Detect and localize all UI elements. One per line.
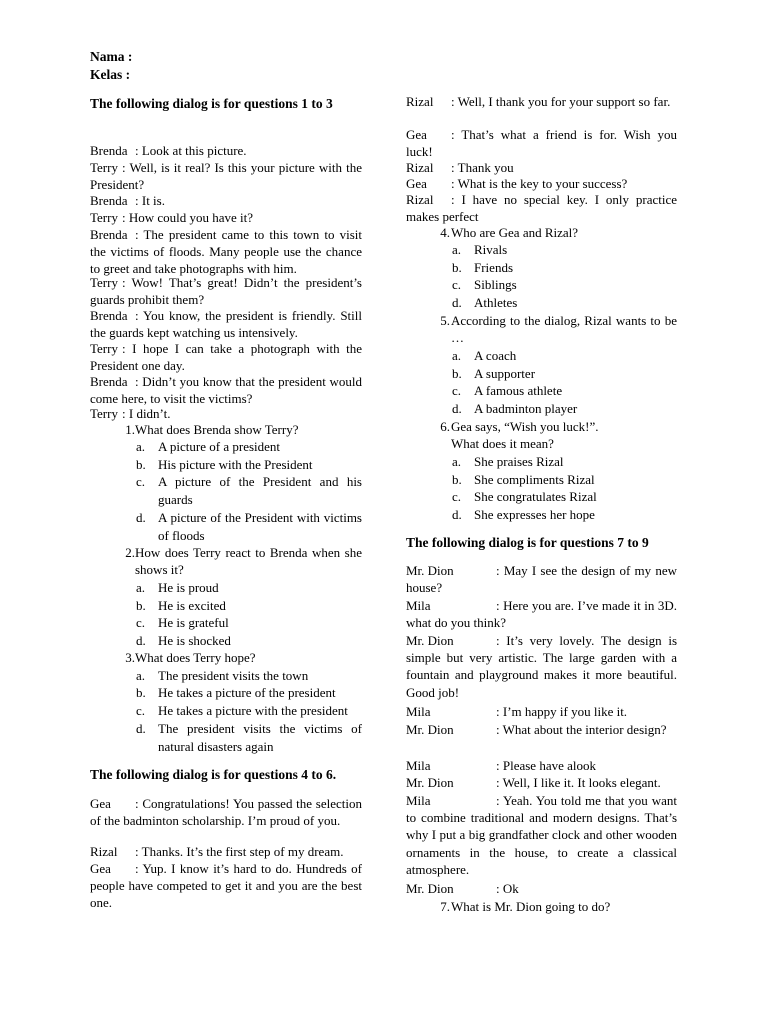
dialog-line: Rizal : Well, I thank you for your support so far. [406,94,671,109]
dialog-line: Mr. Dion : What about the interior design? [406,722,667,737]
dialog-line: Gea : Yup. I know it’s hard to do. Hundreds of people have competed to get it and you are the best one. [90,861,362,911]
dialog-line: Mr. Dion : May I see the design of my new house? [406,563,677,596]
section-title-q7-9: The following dialog is for questions 7 to 9 [406,535,649,550]
option-3a[interactable]: a. The president visits the town [136,668,309,683]
dialog-line: Terry : I didn’t. [90,406,171,421]
dialog-line: Brenda : Didn’t you know that the president would come here, to visit the victims? [90,374,362,407]
dialog-line: Terry : Wow! That’s great! Didn’t the president’s guards prohibit them? [90,275,362,308]
dialog-line: Brenda : You know, the president is friendly. Still the guards kept watching us intensively. [90,308,362,341]
option-4a[interactable]: a. Rivals [452,242,508,257]
option-2c[interactable]: c. He is grateful [136,615,229,630]
option-3b[interactable]: b. He takes a picture of the president [136,685,336,700]
dialog-line: Rizal : Thank you [406,160,514,175]
name-label: Nama : [90,49,133,64]
option-1a[interactable]: a. A picture of a president [136,439,281,454]
dialog-line: Terry : How could you have it? [90,210,254,225]
option-5a[interactable]: a. A coach [452,348,517,363]
option-6c[interactable]: c. She congratulates Rizal [452,489,597,504]
dialog-line: Mila : I’m happy if you like it. [406,704,628,719]
option-6d[interactable]: d. She expresses her hope [452,507,595,522]
dialog-line: Mila : Here you are. I’ve made it in 3D. what do you think? [406,598,677,631]
dialog-line: Gea : What is the key to your success? [406,176,628,191]
option-5d[interactable]: d. A badminton player [452,401,578,416]
dialog-line: Mr. Dion : Well, I like it. It looks elegant. [406,775,661,790]
dialog-line: Brenda : It is. [90,193,165,208]
option-2a[interactable]: a. He is proud [136,580,219,595]
dialog-line: Brenda : Look at this picture. [90,143,247,158]
dialog-line: Mr. Dion : It’s very lovely. The design is simple but very artistic. The large garden with a fountain and playground makes it more beautiful. Good job! [406,633,677,700]
option-4b[interactable]: b. Friends [452,260,513,275]
option-6b[interactable]: b. She compliments Rizal [452,472,595,487]
option-1c[interactable]: c. A picture of the President and his guards [136,474,362,507]
option-1b[interactable]: b. His picture with the President [136,457,313,472]
option-3d[interactable]: d. The president visits the victims of natural disasters again [136,721,362,754]
dialog-line: Rizal : Thanks. It’s the first step of my dream. [90,844,344,859]
class-label: Kelas : [90,67,131,82]
option-1d[interactable]: d. A picture of the President with victims of floods [136,510,362,543]
section-title-q1-3: The following dialog is for questions 1 to 3 [90,96,333,111]
dialog-line: Rizal : I have no special key. I only practice makes perfect [406,192,677,225]
option-3c[interactable]: c. He takes a picture with the president [136,703,348,718]
dialog-line: Mila : Yeah. You told me that you want to combine traditional and modern designs. That’s why I put a big grandfather clock and other wooden ornaments in the house, to create a classical atmosphere. [406,793,677,877]
option-2b[interactable]: b. He is excited [136,598,226,613]
option-2d[interactable]: d. He is shocked [136,633,231,648]
option-5c[interactable]: c. A famous athlete [452,383,563,398]
option-4d[interactable]: d. Athletes [452,295,518,310]
dialog-line: Gea : Congratulations! You passed the selection of the badminton scholarship. I’m proud of you. [90,796,362,829]
dialog-line: Gea : That’s what a friend is for. Wish you luck! [406,127,677,160]
section-title-q4-6: The following dialog is for questions 4 to 6. [90,767,337,782]
dialog-line: Brenda : The president came to this town to visit the victims of floods. Many people use the chance to greet and take photographs with him. [90,227,362,277]
dialog-line: Terry : Well, is it real? Is this your picture with the President? [90,160,362,193]
dialog-line: Terry : I hope I can take a photograph with the President one day. [90,341,362,374]
dialog-line: Mila : Please have alook [406,758,596,773]
dialog-line: Mr. Dion : Ok [406,881,519,896]
option-4c[interactable]: c. Siblings [452,277,517,292]
option-5b[interactable]: b. A supporter [452,366,536,381]
option-6a[interactable]: a. She praises Rizal [452,454,564,469]
